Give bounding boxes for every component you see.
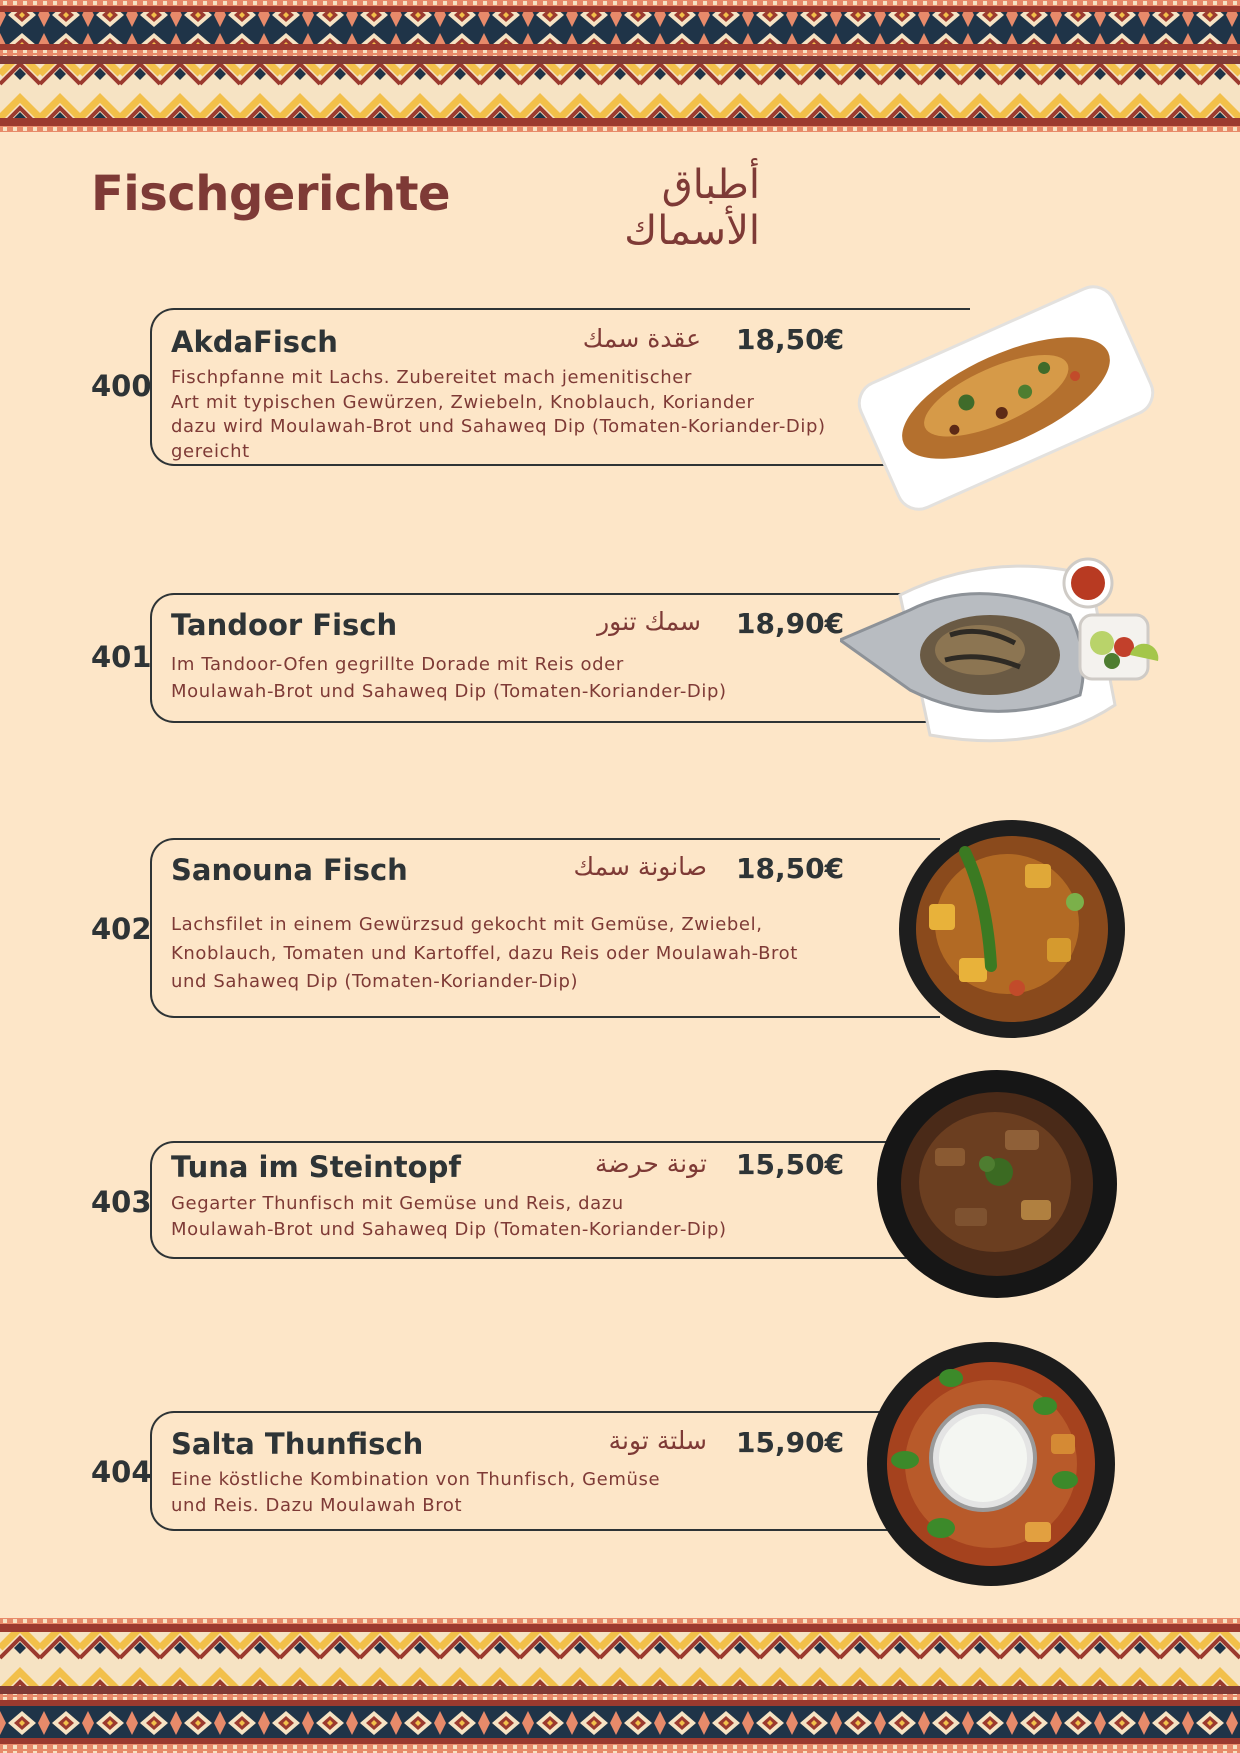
- tuna-stone-pot-photo: [875, 1068, 1120, 1300]
- fish-pan-plate-photo: [848, 268, 1164, 528]
- item-price: 18,50€: [736, 852, 845, 885]
- item-price: 18,50€: [736, 323, 845, 356]
- item-name: Tandoor Fisch: [171, 608, 398, 642]
- salta-tuna-pot-photo: [865, 1340, 1118, 1588]
- item-description: Im Tandoor-Ofen gegrillte Dorade mit Reis oder Moulawah-Brot und Sahaweq Dip (Tomaten-Koriander-Dip): [171, 654, 727, 702]
- page-title-arabic: أطباق الأسماك: [624, 162, 760, 254]
- item-name: Sanouna Fisch: [171, 853, 408, 887]
- item-name-arabic: سمك تنور: [597, 607, 701, 636]
- item-name: Salta Thunfisch: [171, 1427, 424, 1461]
- item-number: 402: [91, 912, 152, 946]
- kilim-pattern-top: [0, 0, 1240, 138]
- item-name-arabic: تونة حرضة: [594, 1149, 707, 1178]
- item-price: 15,50€: [736, 1148, 845, 1181]
- item-description: Eine köstliche Kombination von Thunfisch, Gemüse und Reis. Dazu Moulawah Brot: [171, 1469, 661, 1516]
- item-name-arabic: عقدة سمك: [582, 324, 701, 353]
- bottom-decorative-border: [0, 1618, 1240, 1753]
- item-price: 15,90€: [736, 1426, 845, 1459]
- item-name-arabic: سلتة تونة: [608, 1426, 707, 1455]
- item-number: 401: [91, 640, 152, 674]
- item-name: AkdaFisch: [171, 325, 338, 359]
- fish-stew-pot-photo: [897, 818, 1127, 1040]
- item-number: 400: [91, 369, 152, 403]
- item-description: Gegarter Thunfisch mit Gemüse und Reis, dazu Moulawah-Brot und Sahaweq Dip (Tomaten-Koriander-Dip): [171, 1193, 727, 1240]
- page-title: Fischgerichte: [91, 166, 451, 222]
- item-description: Lachsfilet in einem Gewürzsud gekocht mit Gemüse, Zwiebel, Knoblauch, Tomaten und Kartoffel, dazu Reis oder Moulawah-Brot und Sahaweq Dip (Tomaten-Koriander-Dip): [171, 914, 798, 992]
- grilled-fish-foil-photo: [840, 555, 1160, 751]
- item-price: 18,90€: [736, 607, 845, 640]
- top-decorative-border: [0, 0, 1240, 138]
- kilim-pattern-bottom: [0, 1618, 1240, 1753]
- item-name-arabic: صانونة سمك: [573, 852, 707, 881]
- item-number: 403: [91, 1185, 152, 1219]
- item-name: Tuna im Steintopf: [171, 1150, 461, 1184]
- item-description: Fischpfanne mit Lachs. Zubereitet mach jemenitischer Art mit typischen Gewürzen, Zwiebeln, Knoblauch, Koriander dazu wird Moulawah-Brot und Sahaweq Dip (Tomaten-Koriander-Dip) gereicht: [171, 367, 826, 462]
- item-number: 404: [91, 1455, 152, 1489]
